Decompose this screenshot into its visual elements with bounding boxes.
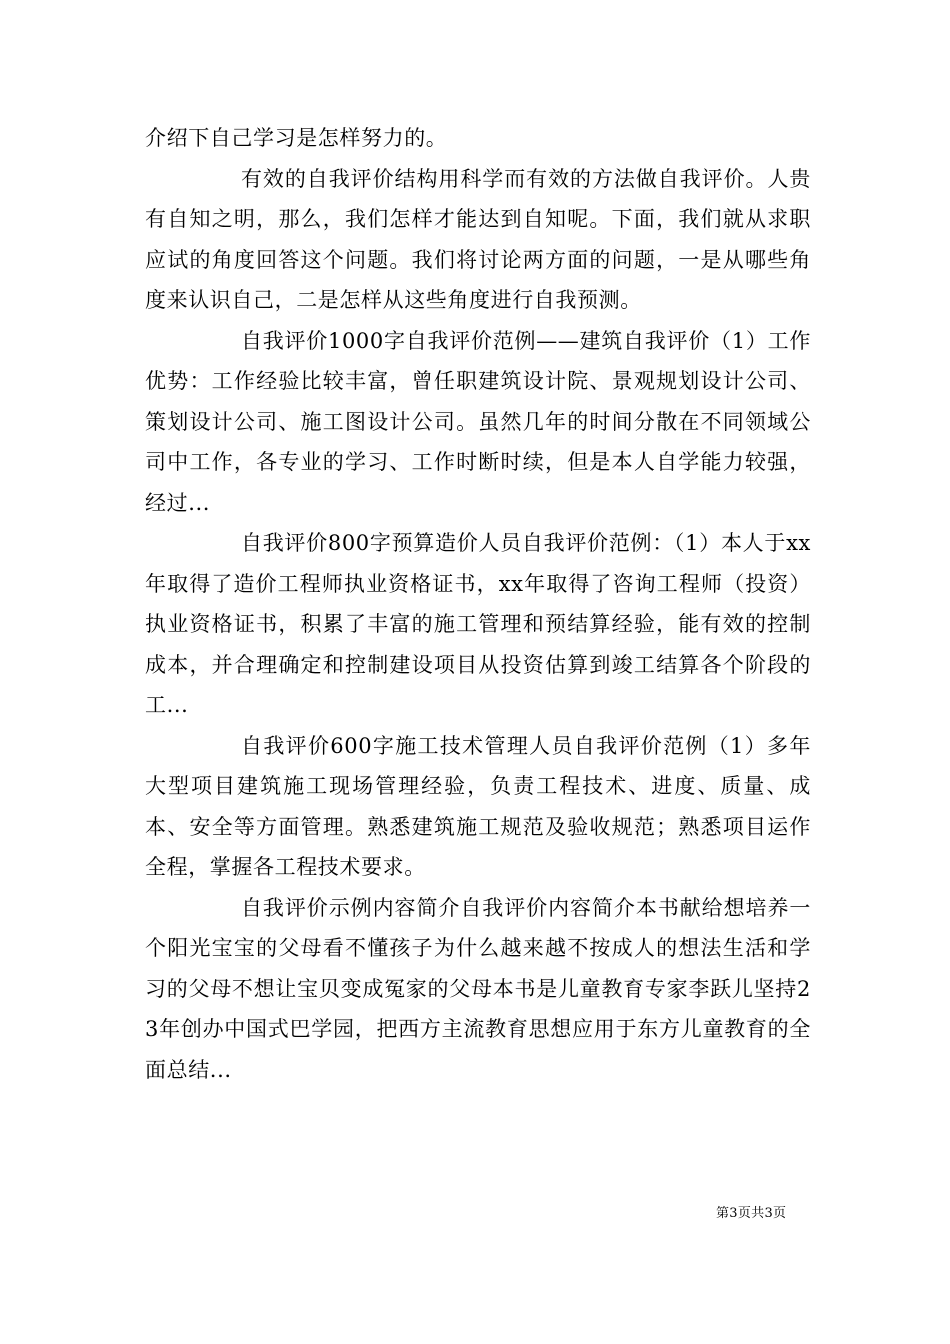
paragraph-continuation: 介绍下自己学习是怎样努力的。: [145, 126, 448, 150]
document-body: [145, 118, 811, 1090]
paragraph-self-evaluation-structure: 有效的自我评价结构用科学而有效的方法做自我评价。人贵有自知之明，那么，我们怎样才能达到自知呢。下面，我们就从求职应试的角度回答这个问题。我们将讨论两方面的问题，一是从哪些角度来认识自己，二是怎样从这些角度进行自我预测。: [145, 166, 811, 312]
paragraph-architecture-example: 自我评价1000字自我评价范例——建筑自我评价（1）工作优势：工作经验比较丰富，曾任职建筑设计院、景观规划设计公司、策划设计公司、施工图设计公司。虽然几年的时间分散在不同领域公司中工作，各专业的学习、工作时断时续，但是本人自学能力较强，经过...: [145, 328, 811, 515]
paragraph-book-summary: 自我评价示例内容简介自我评价内容简介本书献给想培养一个阳光宝宝的父母看不懂孩子为什么越来越不按成人的想法生活和学习的父母不想让宝贝变成冤家的父母本书是儿童教育专家李跃儿坚持23年创办中国式巴学园，把西方主流教育思想应用于东方儿童教育的全面总结...: [145, 895, 811, 1082]
page-number: 第3页共3页: [716, 1206, 787, 1221]
paragraph-construction-manager-example: 自我评价600字施工技术管理人员自我评价范例（1）多年大型项目建筑施工现场管理经验，负责工程技术、进度、质量、成本、安全等方面管理。熟悉建筑施工规范及验收规范；熟悉项目运作全程，掌握各工程技术要求。: [145, 733, 811, 879]
paragraph-cost-estimator-example: 自我评价800字预算造价人员自我评价范例：（1）本人于xx年取得了造价工程师执业资格证书，xx年取得了咨询工程师（投资）执业资格证书，积累了丰富的施工管理和预结算经验，能有效的控制成本，并合理确定和控制建设项目从投资估算到竣工结算各个阶段的工...: [145, 531, 811, 717]
